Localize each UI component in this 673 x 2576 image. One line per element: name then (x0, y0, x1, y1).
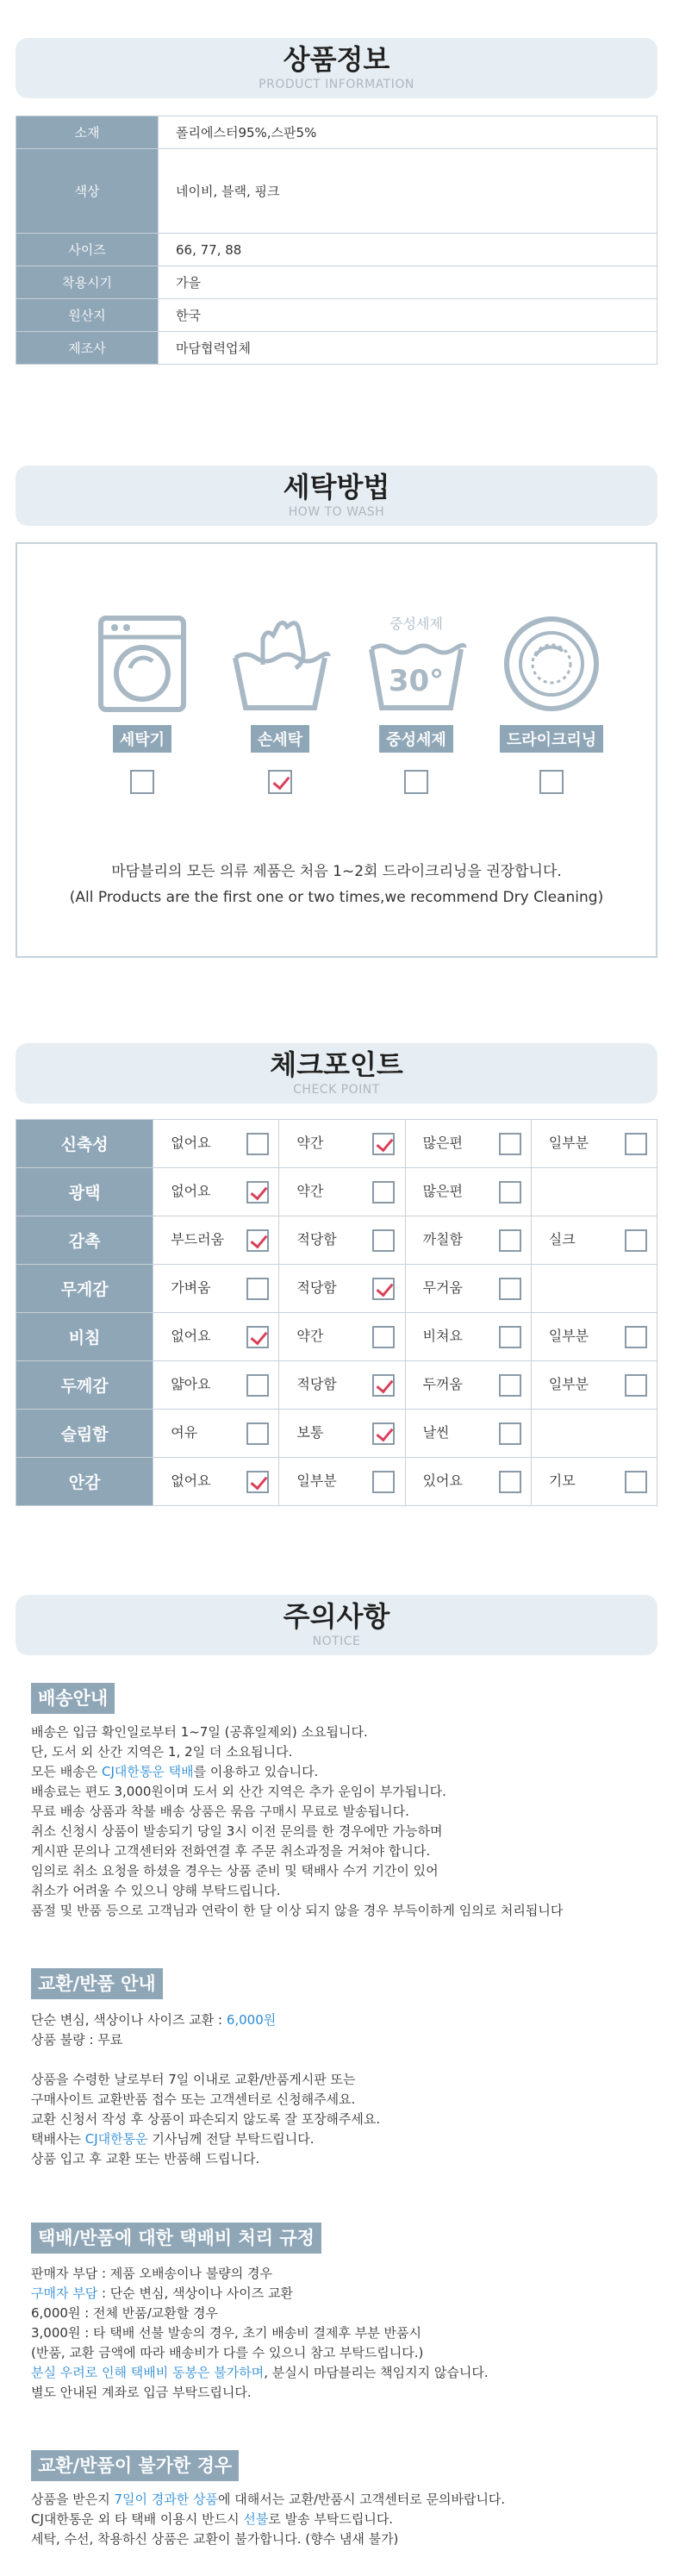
notice-text: 임의로 취소 요청을 하셨을 경우는 상품 준비 및 택배사 수거 기간이 있어 (31, 1863, 439, 1879)
checkpoint-option-label: 없어요 (171, 1328, 211, 1345)
dry-cleaning-icon (501, 613, 602, 715)
notice-line (31, 1881, 651, 1901)
notice-line (31, 2030, 651, 2050)
notice-line (31, 1822, 651, 1841)
checkpoint-option-label: 보통 (296, 1424, 324, 1441)
notice-text: , 분실시 마담블리는 책임지지 않습니다. (264, 2365, 489, 2380)
checkpoint-option (531, 1120, 657, 1168)
exchange-title: 교환/반품 안내 (31, 1968, 163, 1999)
checkpoint-option (153, 1361, 279, 1410)
checkpoint-row (16, 1410, 657, 1458)
checkpoint-option (531, 1458, 657, 1506)
checkpoint-option (405, 1120, 531, 1168)
checkpoint-option-label: 약간 (296, 1135, 324, 1152)
info-value: 66, 77, 88 (159, 234, 657, 266)
notice-line (31, 2010, 651, 2030)
checkpoint-option (279, 1361, 405, 1410)
wash-checkbox-handwash[interactable] (268, 770, 292, 794)
product-info-title: 상품정보 (283, 43, 390, 76)
detergent-icon-text: 중성세제 (389, 616, 443, 632)
wash-item-dryclean (487, 613, 616, 794)
notice-line (31, 2529, 651, 2549)
checkpoint-checkbox[interactable] (625, 1471, 647, 1493)
wash-subtitle: HOW TO WASH (288, 505, 385, 519)
checkpoint-checkbox[interactable] (499, 1181, 521, 1204)
checkpoint-label: 두께감 (16, 1361, 153, 1410)
info-value: 네이비, 블랙, 핑크 (159, 149, 657, 234)
product-info-subtitle: PRODUCT INFORMATION (259, 78, 414, 91)
notice-line (31, 2284, 651, 2304)
neutral-detergent-icon (365, 613, 468, 715)
notice-text: 모든 배송은 (31, 1764, 102, 1779)
checkpoint-checkbox[interactable] (499, 1471, 521, 1493)
checkpoint-option (153, 1216, 279, 1265)
notice-line (31, 2383, 651, 2403)
notice-highlight: 분실 우려로 인해 택배비 동봉은 불가하며 (31, 2365, 265, 2380)
notice-line (31, 1742, 651, 1762)
checkpoint-option (405, 1216, 531, 1265)
washing-machine-icon (96, 613, 189, 715)
checkpoint-option (405, 1265, 531, 1313)
notice-line (31, 2149, 651, 2169)
checkpoint-option (531, 1361, 657, 1410)
wash-label-detergent: 중성세제 (379, 725, 453, 753)
notice-text: 상품을 수령한 날로부터 7일 이내로 교환/반품게시판 또는 (31, 2072, 356, 2087)
checkpoint-checkbox[interactable] (625, 1133, 647, 1155)
notice-line (31, 2090, 651, 2110)
checkpoint-checkbox[interactable] (625, 1326, 647, 1348)
notice-text: 세탁, 수선, 착용하신 상품은 교환이 불가합니다. (향수 냄새 불가) (31, 2531, 399, 2547)
shipping-fee-title: 택배/반품에 대한 택배비 처리 규정 (31, 2223, 321, 2254)
notice-highlight: 구매자 부담 (31, 2285, 98, 2301)
checkpoint-checkbox[interactable] (625, 1229, 647, 1252)
checkpoint-option-label: 일부분 (296, 1472, 337, 1490)
checkpoint-option (405, 1361, 531, 1410)
notice-line (31, 2129, 651, 2149)
checkpoint-option (153, 1265, 279, 1313)
checkpoint-option-label: 적당함 (296, 1231, 337, 1248)
wash-checkbox-washer[interactable] (130, 770, 154, 794)
checkpoint-option-label: 없어요 (171, 1472, 211, 1490)
checkpoint-checkbox[interactable] (246, 1471, 269, 1493)
notice-text: 취소 신청시 상품이 발송되기 당일 3시 이전 문의를 한 경우에만 가능하며 (31, 1823, 443, 1839)
checkpoint-checkbox[interactable] (246, 1133, 269, 1155)
checkpoint-row (16, 1458, 657, 1506)
checkpoint-option (531, 1265, 657, 1313)
notice-line (31, 1723, 651, 1742)
notice-highlight: CJ대한통운 (84, 2131, 148, 2147)
notice-text: 상품 불량 : 무료 (31, 2032, 123, 2048)
checkpoint-checkbox[interactable] (499, 1374, 521, 1397)
notice-line (31, 2363, 651, 2383)
checkpoint-option-label: 없어요 (171, 1135, 211, 1152)
wash-note (17, 859, 656, 910)
checkpoint-label: 감촉 (16, 1216, 153, 1265)
checkpoint-option-label: 가벼움 (171, 1279, 211, 1297)
checkpoint-checkbox[interactable] (499, 1326, 521, 1348)
checkpoint-option (531, 1313, 657, 1361)
checkpoint-checkbox[interactable] (625, 1374, 647, 1397)
not-allowed-title: 교환/반품이 불가한 경우 (31, 2450, 239, 2481)
checkpoint-option-label: 있어요 (422, 1472, 463, 1490)
checkpoint-option (405, 1313, 531, 1361)
info-key: 소재 (16, 116, 159, 149)
notice-line (31, 1782, 651, 1802)
detergent-temp-text: 30° (388, 664, 445, 698)
notice-text: : 단순 변심, 색상이나 사이즈 교환 (97, 2285, 294, 2301)
checkpoint-option (405, 1458, 531, 1506)
info-value: 가을 (159, 266, 657, 299)
notice-text: CJ대한통운 외 타 택배 이용시 반드시 (31, 2511, 244, 2527)
checkpoint-label: 광택 (16, 1168, 153, 1216)
product-info-header (16, 38, 657, 98)
checkpoint-checkbox[interactable] (372, 1471, 395, 1493)
checkpoint-label: 비침 (16, 1313, 153, 1361)
checkpoint-checkbox[interactable] (499, 1229, 521, 1252)
checkpoint-option-label: 날씬 (422, 1424, 450, 1441)
notice-line (31, 1861, 651, 1881)
checkpoint-option-label: 적당함 (296, 1376, 337, 1393)
checkpoint-checkbox[interactable] (372, 1278, 395, 1300)
notice-text: 상품 입고 후 교환 또는 반품해 드립니다. (31, 2151, 260, 2166)
wash-item-washer (86, 613, 198, 794)
wash-checkbox-detergent[interactable] (404, 770, 428, 794)
checkpoint-subtitle: CHECK POINT (293, 1083, 380, 1097)
checkpoint-option (279, 1120, 405, 1168)
notice-text: 별도 안내된 계좌로 입금 부탁드립니다. (31, 2385, 252, 2400)
product-info-table (16, 116, 657, 365)
checkpoint-label: 안감 (16, 1458, 153, 1506)
info-key: 원산지 (16, 299, 159, 332)
checkpoint-option (531, 1168, 657, 1216)
notice-text: 무료 배송 상품과 착불 배송 상품은 묶음 구매시 무료로 발송됩니다. (31, 1804, 409, 1819)
checkpoint-row (16, 1313, 657, 1361)
delivery-title: 배송안내 (31, 1683, 115, 1714)
wash-note-en: (All Products are the first one or two times,we recommend Dry Cleaning) (69, 889, 604, 906)
checkpoint-option (531, 1216, 657, 1265)
notice-text: (반품, 교환 금액에 따라 배송비가 다를 수 있으니 참고 부탁드립니다.) (31, 2345, 424, 2360)
notice-text: 상품을 받은지 (31, 2492, 115, 2507)
checkpoint-checkbox[interactable] (372, 1374, 395, 1397)
checkpoint-option-label: 적당함 (296, 1279, 337, 1297)
checkpoint-row (16, 1361, 657, 1410)
notice-line (31, 2110, 651, 2129)
notice-line (31, 2264, 651, 2284)
wash-label-washer: 세탁기 (113, 725, 171, 753)
checkpoint-option-label: 많은편 (422, 1183, 463, 1200)
notice-text: 기사님께 전달 부탁드립니다. (147, 2131, 315, 2147)
notice-line (31, 1802, 651, 1822)
hand-wash-icon (228, 613, 332, 715)
checkpoint-checkbox[interactable] (372, 1133, 395, 1155)
checkpoint-option (279, 1216, 405, 1265)
notice-text: 6,000원 : 전체 반품/교환할 경우 (31, 2305, 219, 2321)
wash-item-detergent (360, 613, 472, 794)
notice-text: 교환 신청서 작성 후 상품이 파손되지 않도록 잘 포장해주세요. (31, 2111, 381, 2127)
checkpoint-row (16, 1168, 657, 1216)
wash-label-dryclean: 드라이크리닝 (500, 725, 603, 753)
checkpoint-option-label: 없어요 (171, 1183, 211, 1200)
wash-note-ko: 마담블리의 모든 의류 제품은 처음 1~2회 드라이크리닝을 권장합니다. (111, 863, 562, 880)
notice-subtitle: NOTICE (312, 1635, 361, 1648)
checkpoint-table (16, 1119, 657, 1506)
notice-line (31, 1901, 651, 1921)
checkpoint-option-label: 약간 (296, 1183, 324, 1200)
checkpoint-option-label: 무거움 (422, 1279, 463, 1297)
wash-panel (16, 542, 657, 958)
checkpoint-option (279, 1313, 405, 1361)
notice-text: 취소가 어려울 수 있으니 양해 부탁드립니다. (31, 1883, 281, 1898)
checkpoint-option (279, 1458, 405, 1506)
notice-line (31, 1841, 651, 1861)
notice-text: 배송료는 편도 3,000원이며 도서 외 산간 지역은 추가 운임이 부가됩니다. (31, 1784, 446, 1799)
info-key: 색상 (16, 149, 159, 234)
notice-text: 구매사이트 교환반품 접수 또는 고객센터로 신청해주세요. (31, 2091, 356, 2107)
info-value: 한국 (159, 299, 657, 332)
checkpoint-option (153, 1410, 279, 1458)
checkpoint-option-label: 까칠함 (422, 1231, 463, 1248)
wash-checkbox-dryclean[interactable] (539, 770, 564, 794)
notice-line (31, 2510, 651, 2529)
notice-header (16, 1595, 657, 1655)
checkpoint-checkbox[interactable] (372, 1229, 395, 1252)
checkpoint-option-label: 기모 (548, 1472, 576, 1490)
notice-text: 배송은 입금 확인일로부터 1~7일 (공휴일제외) 소요됩니다. (31, 1724, 368, 1740)
checkpoint-option (279, 1168, 405, 1216)
checkpoint-option (153, 1313, 279, 1361)
checkpoint-option-label: 일부분 (548, 1376, 589, 1393)
checkpoint-option-label: 두꺼움 (422, 1376, 463, 1393)
notice-text: 단, 도서 외 산간 지역은 1, 2일 더 소요됩니다. (31, 1744, 293, 1760)
notice-text: 단순 변심, 색상이나 사이즈 교환 : (31, 2012, 227, 2028)
checkpoint-option-label: 부드러움 (171, 1231, 225, 1248)
checkpoint-title: 체크포인트 (270, 1048, 403, 1081)
info-value: 마담협력업체 (159, 332, 657, 365)
checkpoint-option-label: 실크 (548, 1231, 576, 1248)
notice-line (31, 2070, 651, 2090)
checkpoint-checkbox[interactable] (246, 1181, 269, 1204)
not-allowed-text (31, 2490, 651, 2549)
info-key: 착용시기 (16, 266, 159, 299)
notice-text: 3,000원 : 타 택배 선불 발송의 경우, 초기 배송비 결제후 부분 반품시 (31, 2325, 421, 2341)
checkpoint-option (153, 1458, 279, 1506)
notice-text: 판매자 부담 : 제품 오배송이나 불량의 경우 (31, 2266, 272, 2281)
notice-title: 주의사항 (283, 1600, 390, 1633)
checkpoint-option (405, 1410, 531, 1458)
checkpoint-checkbox[interactable] (372, 1181, 395, 1204)
notice-highlight: 7일이 경과한 상품 (114, 2492, 218, 2507)
checkpoint-checkbox[interactable] (499, 1133, 521, 1155)
checkpoint-option (279, 1410, 405, 1458)
checkpoint-label: 무게감 (16, 1265, 153, 1313)
notice-line (31, 2323, 651, 2343)
checkpoint-option-label: 비쳐요 (422, 1328, 463, 1345)
checkpoint-option-label: 여유 (171, 1424, 198, 1441)
wash-label-handwash: 손세탁 (251, 725, 309, 753)
checkpoint-checkbox[interactable] (372, 1422, 395, 1445)
checkpoint-checkbox[interactable] (499, 1422, 521, 1445)
notice-text: 게시판 문의나 고객센터와 전화연결 후 주문 취소과정을 거쳐야 합니다. (31, 1843, 431, 1859)
checkpoint-row (16, 1120, 657, 1168)
notice-highlight: CJ대한통운 택배 (102, 1764, 194, 1779)
checkpoint-checkbox[interactable] (246, 1422, 269, 1445)
checkpoint-checkbox[interactable] (246, 1278, 269, 1300)
checkpoint-checkbox[interactable] (246, 1326, 269, 1348)
checkpoint-row (16, 1265, 657, 1313)
checkpoint-option-label: 약간 (296, 1328, 324, 1345)
info-key: 사이즈 (16, 234, 159, 266)
wash-item-handwash (224, 613, 336, 794)
notice-highlight: 6,000원 (226, 2012, 277, 2028)
wash-title: 세탁방법 (283, 471, 390, 503)
shipping-fee-text (31, 2264, 651, 2403)
checkpoint-header (16, 1043, 657, 1104)
notice-text: 를 이용하고 있습니다. (193, 1764, 319, 1779)
checkpoint-checkbox[interactable] (499, 1278, 521, 1300)
info-value: 폴리에스터95%,스판5% (159, 116, 657, 149)
notice-line (31, 2490, 651, 2510)
checkpoint-option-label: 얇아요 (171, 1376, 211, 1393)
exchange-text (31, 2010, 651, 2169)
wash-header (16, 466, 657, 526)
notice-line (31, 2343, 651, 2363)
checkpoint-option (153, 1168, 279, 1216)
checkpoint-option (153, 1120, 279, 1168)
notice-text: 로 발송 부탁드립니다. (268, 2511, 394, 2527)
checkpoint-option (405, 1168, 531, 1216)
notice-text: 택배사는 (31, 2131, 85, 2147)
checkpoint-option (279, 1265, 405, 1313)
checkpoint-row (16, 1216, 657, 1265)
checkpoint-label: 슬림함 (16, 1410, 153, 1458)
checkpoint-label: 신축성 (16, 1120, 153, 1168)
notice-line (31, 1762, 651, 1782)
info-key: 제조사 (16, 332, 159, 365)
checkpoint-option-label: 일부분 (548, 1135, 589, 1152)
notice-text: 품절 및 반품 등으로 고객님과 연락이 한 달 이상 되지 않을 경우 부득이하게 임의로 처리됩니다 (31, 1903, 564, 1918)
checkpoint-checkbox[interactable] (246, 1374, 269, 1397)
checkpoint-checkbox[interactable] (246, 1229, 269, 1252)
notice-line (31, 2050, 651, 2070)
checkpoint-option-label: 일부분 (548, 1328, 589, 1345)
checkpoint-checkbox[interactable] (372, 1326, 395, 1348)
notice-text: 에 대해서는 교환/반품시 고객센터로 문의바랍니다. (218, 2492, 506, 2507)
checkpoint-option (531, 1410, 657, 1458)
notice-highlight: 선불 (243, 2511, 269, 2527)
notice-line (31, 2304, 651, 2323)
checkpoint-option-label: 많은편 (422, 1135, 463, 1152)
delivery-text (31, 1723, 651, 1921)
